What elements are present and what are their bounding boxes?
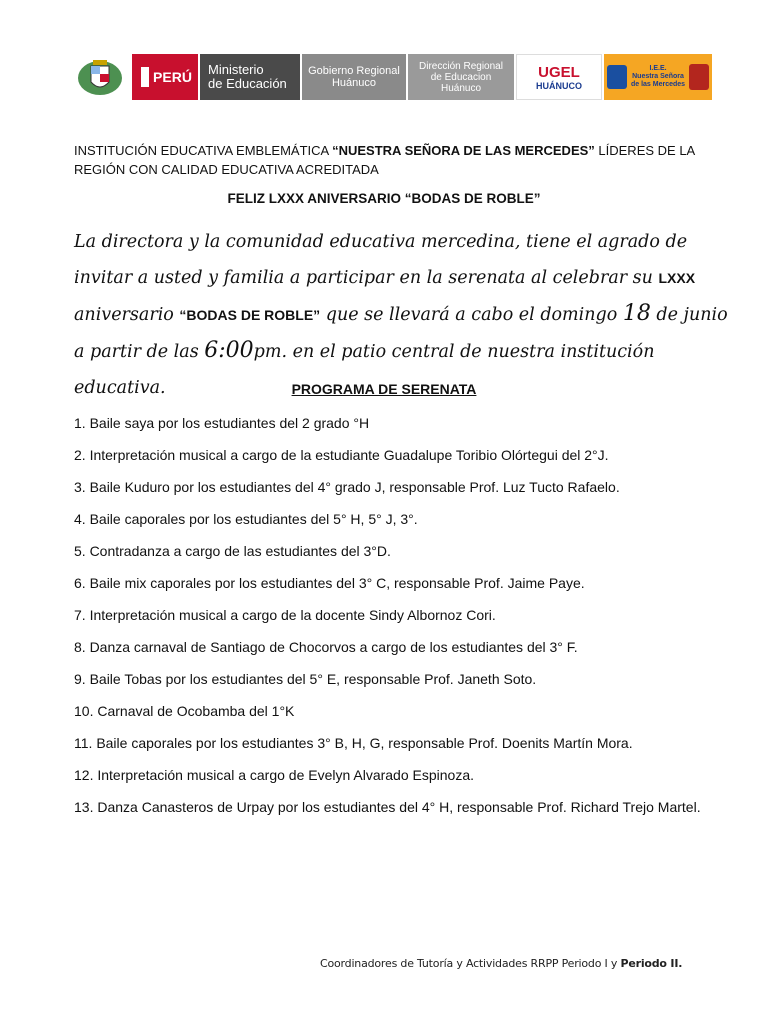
national-shield-icon bbox=[70, 54, 130, 100]
list-item: 3. Baile Kuduro por los estudiantes del 4° grado J, responsable Prof. Luz Tucto Rafaelo. bbox=[74, 479, 620, 495]
institution-suffix: LÍDERES DE LA REGIÓN CON CALIDAD EDUCATIVA ACREDITADA bbox=[74, 143, 695, 177]
program-list bbox=[74, 412, 714, 828]
list-item: 1. Baile saya por los estudiantes del 2 grado °H bbox=[74, 415, 370, 431]
list-item: 9. Baile Tobas por los estudiantes del 5° E, responsable Prof. Janeth Soto. bbox=[74, 671, 537, 687]
list-item: 12. Interpretación musical a cargo de Evelyn Alvarado Espinoza. bbox=[74, 767, 475, 783]
list-item: 11. Baile caporales por los estudiantes 3° B, H, G, responsable Prof. Doenits Martín Mora. bbox=[74, 735, 633, 751]
peru-label: PERÚ bbox=[153, 69, 192, 85]
invitation-part3: que se llevará a cabo el domingo bbox=[320, 305, 623, 325]
iee-logo bbox=[604, 54, 712, 100]
iee-crest-icon bbox=[689, 64, 709, 90]
list-item: 10. Carnaval de Ocobamba del 1°K bbox=[74, 703, 295, 719]
gobierno-line1: Gobierno Regional bbox=[308, 65, 400, 77]
direccion-line3: Huánuco bbox=[440, 82, 482, 94]
invitation-part2: aniversario bbox=[74, 305, 180, 325]
ministerio-line2: de Educación bbox=[208, 76, 287, 91]
iee-badge-icon bbox=[607, 65, 627, 89]
list-item: 7. Interpretación musical a cargo de la docente Sindy Albornoz Cori. bbox=[74, 607, 496, 623]
footer-bold: Periodo II. bbox=[620, 957, 683, 970]
list-item: 13. Danza Canasteros de Urpay por los estudiantes del 4° H, responsable Prof. Richard Trejo Martel. bbox=[74, 799, 701, 815]
institution-name: “NUESTRA SEÑORA DE LAS MERCEDES” bbox=[332, 143, 595, 158]
invitation-time: 6:00 bbox=[204, 338, 254, 363]
ugel-line2: HUÁNUCO bbox=[536, 80, 582, 91]
invitation-part5: pm. en el patio central de nuestra institución educativa. bbox=[74, 342, 655, 398]
list-item: 8. Danza carnaval de Santiago de Chocorvos a cargo de los estudiantes del 3° F. bbox=[74, 639, 578, 655]
invitation-day: 18 bbox=[622, 301, 651, 326]
peru-logo bbox=[132, 54, 198, 100]
iee-line2: Nuestra Señora bbox=[632, 73, 684, 80]
list-item: 2. Interpretación musical a cargo de la estudiante Guadalupe Toribio Olórtegui del 2°J. bbox=[74, 447, 609, 463]
ugel-line1: UGEL bbox=[538, 63, 580, 81]
invitation-part4: de junio a partir de las bbox=[74, 305, 728, 362]
invitation-bodas: “BODAS DE ROBLE” bbox=[179, 307, 321, 323]
peru-flag-icon bbox=[138, 67, 149, 87]
list-item: 4. Baile caporales por los estudiantes del 5° H, 5° J, 3°. bbox=[74, 511, 418, 527]
coat-of-arms-icon bbox=[73, 56, 127, 98]
institution-prefix: INSTITUCIÓN EDUCATIVA EMBLEMÁTICA bbox=[74, 143, 333, 158]
footer-text: Coordinadores de Tutoría y Actividades RRPP Periodo I y bbox=[320, 957, 621, 970]
iee-line1: I.E.E. bbox=[649, 65, 667, 72]
ugel-logo bbox=[516, 54, 602, 100]
ministerio-logo bbox=[200, 54, 300, 100]
direccion-regional-logo bbox=[408, 54, 514, 100]
logo-header bbox=[70, 54, 720, 100]
list-item: 6. Baile mix caporales por los estudiantes del 3° C, responsable Prof. Jaime Paye. bbox=[74, 575, 585, 591]
direccion-line1: Dirección Regional bbox=[419, 60, 503, 72]
iee-line3: de las Mercedes bbox=[630, 81, 686, 88]
gobierno-regional-logo bbox=[302, 54, 406, 100]
footer-signature bbox=[320, 957, 682, 970]
institution-heading bbox=[74, 141, 704, 179]
direccion-line2: de Educacion bbox=[430, 71, 492, 83]
invitation-lxxx: LXXX bbox=[658, 270, 696, 286]
program-title: PROGRAMA DE SERENATA bbox=[291, 381, 477, 397]
gobierno-line2: Huánuco bbox=[331, 77, 377, 89]
list-item: 5. Contradanza a cargo de las estudiantes del 3°D. bbox=[74, 543, 391, 559]
invitation-part1: La directora y la comunidad educativa mercedina, tiene el agrado de invitar a usted y familia a participar en la serenata al celebrar su bbox=[74, 232, 688, 288]
ministerio-line1: Ministerio bbox=[208, 62, 264, 77]
anniversary-title: FELIZ LXXX ANIVERSARIO “BODAS DE ROBLE” bbox=[227, 191, 541, 206]
invitation-paragraph bbox=[74, 224, 734, 406]
